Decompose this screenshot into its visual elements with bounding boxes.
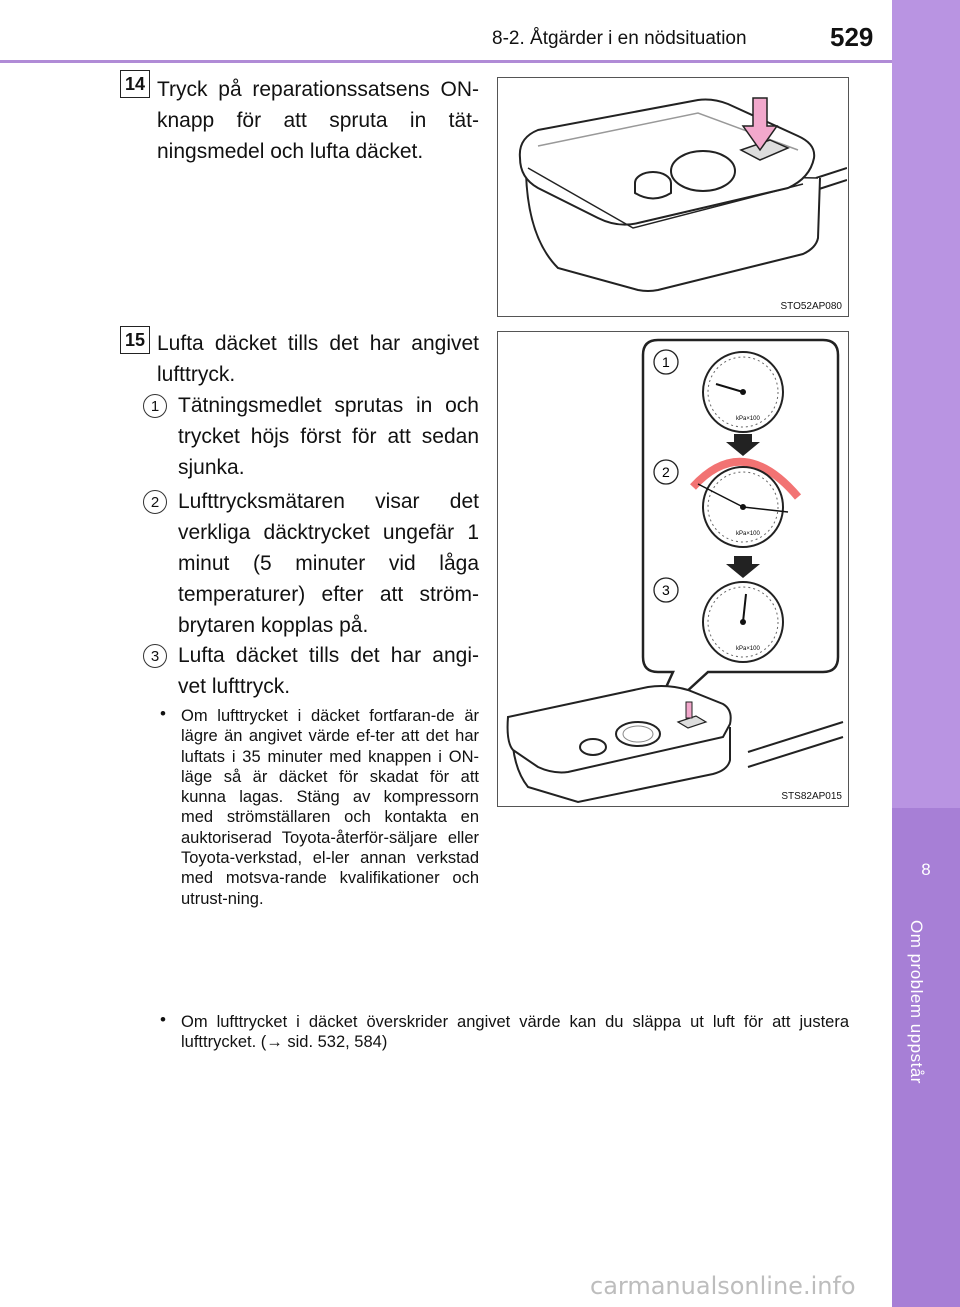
figure-code: STS82AP015 [781, 791, 842, 802]
bullet-text-overpressure: Om lufttrycket i däcket överskrider angivet värde kan du släppa ut luft för att justera lufttrycket. (→ sid. 532, 584) [181, 1013, 849, 1052]
watermark: carmanualsonline.info [590, 1272, 856, 1300]
chapter-number: 8 [921, 860, 931, 879]
substep-3-number: 3 [143, 644, 167, 668]
substep-3-text: Lufta däcket tills det har angi-vet lufttryck. [178, 644, 479, 698]
figure-pressure-gauge-sequence [497, 331, 849, 807]
header-divider [0, 60, 892, 63]
page-number: 529 [830, 22, 874, 52]
chapter-title: Om problem uppstår [907, 920, 926, 1084]
chapter-sidebar [892, 0, 960, 1307]
step-14-badge: 14 [120, 70, 150, 98]
substep-2-number: 2 [143, 490, 167, 514]
substep-1-number: 1 [143, 394, 167, 418]
figure-code: STO52AP080 [780, 301, 842, 312]
sidebar-upper-band [892, 0, 960, 808]
substep-2-text: Lufttrycksmätaren visar det verkliga däcktrycket ungefär 1 minut (5 minuter vid låga temperaturer) efter att ström-brytaren kopplas på. [178, 490, 479, 637]
bullet-marker: • [160, 704, 166, 723]
step-14-text: Tryck på reparationssatsens ON-knapp för att spruta in tät-ningsmedel och lufta däcket. [157, 78, 479, 163]
bullet-marker: • [160, 1010, 166, 1029]
callout-2: 2 [662, 464, 670, 480]
repair-kit-illustration [498, 78, 847, 315]
gauge-unit-label: kPa×100 [736, 531, 760, 537]
substep-1-text: Tätningsmedlet sprutas in och trycket höjs först för att sedan sjunka. [178, 394, 479, 479]
bullet-text-underpressure: Om lufttrycket i däcket fortfaran-de är lägre än angivet värde ef-ter att det har luftats i 35 minuter med knappen i ON-läge så är däcket för skadat för att kunna lagas. Stäng av kompressorn med strömställaren och kontakta en auktoriserad Toyota-återför-säljare eller Toyota-verkstad, el-ler annan verkstad med motsva-rande kvalifikationer och utrust-ning. [181, 707, 479, 908]
gauge-unit-label: kPa×100 [736, 416, 760, 422]
figure-repair-kit-on-button [497, 77, 849, 317]
section-title: 8-2. Åtgärder i en nödsituation [492, 28, 747, 49]
gauge-sequence-illustration [498, 332, 847, 805]
step-15-text: Lufta däcket tills det har angivet lufttryck. [157, 332, 479, 386]
callout-1: 1 [662, 354, 670, 370]
callout-3: 3 [662, 582, 670, 598]
step-15-badge: 15 [120, 326, 150, 354]
gauge-unit-label: kPa×100 [736, 646, 760, 652]
